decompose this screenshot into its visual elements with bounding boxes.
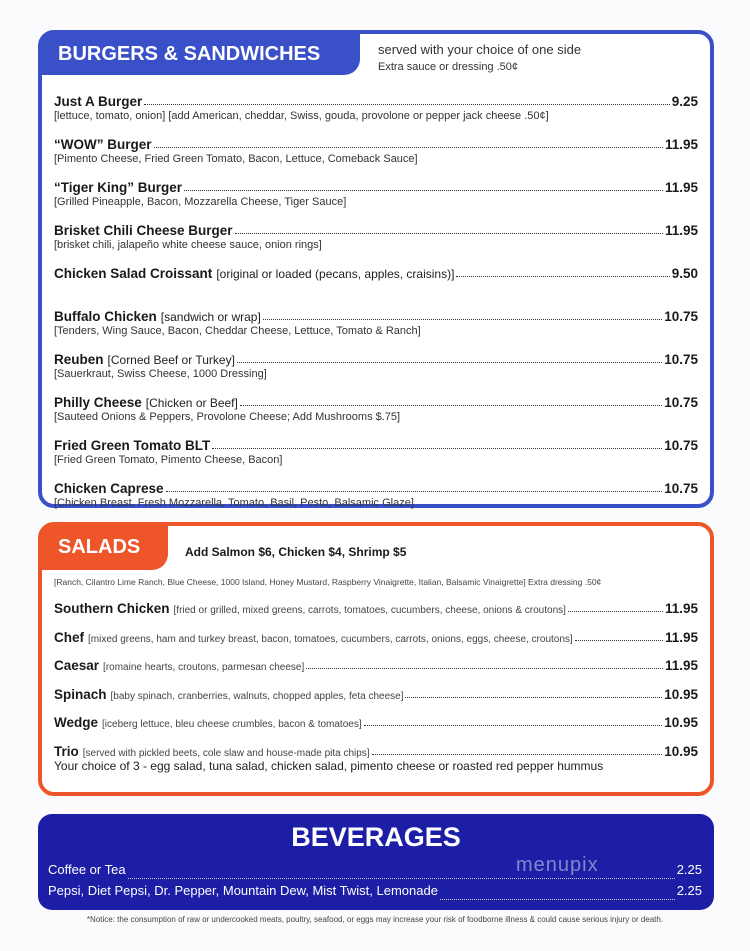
dot-leader xyxy=(568,611,663,612)
menu-item xyxy=(54,94,698,137)
item-line xyxy=(54,266,698,281)
burger-list xyxy=(54,94,698,524)
dot-leader xyxy=(166,491,663,492)
item-description: [Sauteed Onions & Peppers, Provolone Cheese; Add Mushrooms $.75] xyxy=(54,411,401,423)
salads-title: SALADS xyxy=(40,525,168,570)
item-line xyxy=(54,687,698,702)
item-inline-desc: [Chicken or Beef] xyxy=(145,396,238,410)
item-line xyxy=(54,658,698,673)
item-price: 10.75 xyxy=(664,481,698,496)
dot-leader xyxy=(128,878,675,879)
item-inline-desc: [original or loaded (pecans, apples, craisins)] xyxy=(216,267,455,281)
beverage-price: 2.25 xyxy=(676,883,702,898)
item-price: 11.95 xyxy=(664,601,698,616)
dot-leader xyxy=(263,319,662,320)
item-line xyxy=(54,744,698,759)
beverages-title: BEVERAGES xyxy=(291,822,461,852)
menu-item xyxy=(54,687,698,716)
burgers-section xyxy=(38,30,714,508)
item-description: [lettuce, tomato, onion] [add American, cheddar, Swiss, gouda, provolone or pepper jack cheese .50¢] xyxy=(54,110,549,122)
item-price: 10.75 xyxy=(664,309,698,324)
item-name: Southern Chicken xyxy=(54,601,170,616)
item-line xyxy=(54,94,698,109)
item-name: Chicken Caprese xyxy=(54,481,164,496)
item-line xyxy=(54,438,698,453)
item-price: 11.95 xyxy=(664,180,698,195)
item-name: “WOW” Burger xyxy=(54,137,152,152)
dot-leader xyxy=(240,405,662,406)
menu-item xyxy=(54,438,698,481)
item-price: 10.95 xyxy=(664,743,698,759)
burgers-title: BURGERS & SANDWICHES xyxy=(40,33,360,75)
menu-item xyxy=(54,395,698,438)
dot-leader xyxy=(364,725,663,726)
item-name: Spinach xyxy=(54,686,107,702)
dot-leader xyxy=(456,276,669,277)
menu-item xyxy=(54,601,698,630)
menu-item xyxy=(54,137,698,180)
item-description: [Pimento Cheese, Fried Green Tomato, Bacon, Lettuce, Comeback Sauce] xyxy=(54,153,418,165)
salads-section xyxy=(38,522,714,796)
item-line xyxy=(54,137,698,152)
item-name: Just A Burger xyxy=(54,94,143,109)
beverage-item xyxy=(48,862,702,883)
item-description: [Sauerkraut, Swiss Cheese, 1000 Dressing] xyxy=(54,368,267,380)
item-line xyxy=(54,601,698,616)
menu-item xyxy=(54,223,698,266)
beverage-price: 2.25 xyxy=(676,862,702,877)
item-price: 11.95 xyxy=(664,658,698,673)
menu-item xyxy=(54,309,698,352)
item-name: Brisket Chili Cheese Burger xyxy=(54,223,233,238)
item-inline-desc: [served with pickled beets, cole slaw and house-made pita chips] xyxy=(82,747,370,759)
item-line xyxy=(54,223,698,238)
item-price: 11.95 xyxy=(664,629,698,645)
menu-item xyxy=(54,744,698,773)
item-description: [brisket chili, jalapeño white cheese sauce, onion rings] xyxy=(54,239,322,251)
menu-item xyxy=(54,352,698,395)
item-name: Chef xyxy=(54,629,84,645)
item-inline-desc: [romaine hearts, croutons, parmesan cheese] xyxy=(103,662,305,673)
item-description: [Tenders, Wing Sauce, Bacon, Cheddar Cheese, Lettuce, Tomato & Ranch] xyxy=(54,325,421,337)
item-name: Wedge xyxy=(54,715,99,730)
item-description: [Grilled Pineapple, Bacon, Mozzarella Cheese, Tiger Sauce] xyxy=(54,196,347,208)
item-name: Caesar xyxy=(54,658,100,673)
food-safety-notice: *Notice: the consumption of raw or undercooked meats, poultry, seafood, or eggs may increase your risk of foodborne illness & could cause serious injury or death. xyxy=(86,915,664,924)
dot-leader xyxy=(144,104,669,105)
item-line xyxy=(54,630,698,645)
dot-leader xyxy=(372,754,663,755)
item-line xyxy=(54,352,698,367)
dot-leader xyxy=(237,362,662,363)
item-name: Philly Cheese xyxy=(54,395,142,410)
item-inline-desc: [baby spinach, cranberries, walnuts, chopped apples, feta cheese] xyxy=(110,690,404,702)
item-price: 10.75 xyxy=(664,352,698,367)
trio-choice: Your choice of 3 - egg salad, tuna salad, chicken salad, pimento cheese or roasted red pepper hummus xyxy=(54,758,604,773)
burgers-extra: Extra sauce or dressing .50¢ xyxy=(378,61,519,73)
item-price: 9.25 xyxy=(671,94,698,109)
beverage-item xyxy=(48,883,702,904)
dot-leader xyxy=(235,233,663,234)
burgers-subtitle: served with your choice of one side xyxy=(378,42,582,57)
item-name: “Tiger King” Burger xyxy=(54,180,183,195)
menu-item xyxy=(54,266,698,309)
item-price: 11.95 xyxy=(664,137,698,152)
item-name: Buffalo Chicken xyxy=(54,309,157,324)
item-price: 10.75 xyxy=(664,395,698,410)
menu-item xyxy=(54,658,698,687)
item-inline-desc: [iceberg lettuce, bleu cheese crumbles, bacon & tomatoes] xyxy=(102,719,362,730)
item-line xyxy=(54,715,698,730)
salad-list xyxy=(54,601,698,772)
item-description: [Fried Green Tomato, Pimento Cheese, Bacon] xyxy=(54,454,283,466)
item-name: Chicken Salad Croissant xyxy=(54,266,213,281)
item-inline-desc: [mixed greens, ham and turkey breast, bacon, tomatoes, cucumbers, carrots, onions, eggs, cheese, croutons] xyxy=(88,633,573,645)
beverage-name: Pepsi, Diet Pepsi, Dr. Pepper, Mountain Dew, Mist Twist, Lemonade xyxy=(48,883,438,898)
item-name: Reuben xyxy=(54,352,104,367)
item-price: 9.50 xyxy=(671,266,698,281)
menu-item xyxy=(54,715,698,744)
dot-leader xyxy=(212,448,662,449)
salad-addons: Add Salmon $6, Chicken $4, Shrimp $5 xyxy=(185,545,407,559)
item-price: 10.95 xyxy=(664,686,698,702)
beverage-name: Coffee or Tea xyxy=(48,862,126,877)
item-name: Trio xyxy=(54,743,79,759)
item-price: 10.95 xyxy=(664,715,698,730)
item-line xyxy=(54,395,698,410)
item-inline-desc: [sandwich or wrap] xyxy=(160,310,261,324)
dot-leader xyxy=(440,899,675,900)
item-name: Fried Green Tomato BLT xyxy=(54,438,211,453)
item-line xyxy=(54,481,698,496)
item-inline-desc: [fried or grilled, mixed greens, carrots, tomatoes, cucumbers, cheese, onions & croutons] xyxy=(173,605,566,616)
dot-leader xyxy=(575,640,663,641)
menu-item xyxy=(54,630,698,659)
watermark-logo: menupix xyxy=(516,854,599,876)
dressing-options: [Ranch, Cilantro Lime Ranch, Blue Cheese, 1000 Island, Honey Mustard, Raspberry Vinaigrette, Italian, Balsamic Vinaigrette] Extra dressing .50¢ xyxy=(54,577,602,587)
dot-leader xyxy=(154,147,663,148)
item-line xyxy=(54,180,698,195)
item-price: 10.75 xyxy=(664,438,698,453)
item-line xyxy=(54,309,698,324)
menu-item xyxy=(54,180,698,223)
item-inline-desc: [Corned Beef or Turkey] xyxy=(107,353,235,367)
item-price: 11.95 xyxy=(664,223,698,238)
dot-leader xyxy=(184,190,663,191)
item-description: [Chicken Breast, Fresh Mozzarella, Tomato, Basil, Pesto, Balsamic Glaze] xyxy=(54,497,414,509)
menu-item xyxy=(54,481,698,524)
beverage-list xyxy=(48,862,702,904)
dot-leader xyxy=(306,668,663,669)
dot-leader xyxy=(405,697,662,698)
beverages-section xyxy=(38,814,714,910)
